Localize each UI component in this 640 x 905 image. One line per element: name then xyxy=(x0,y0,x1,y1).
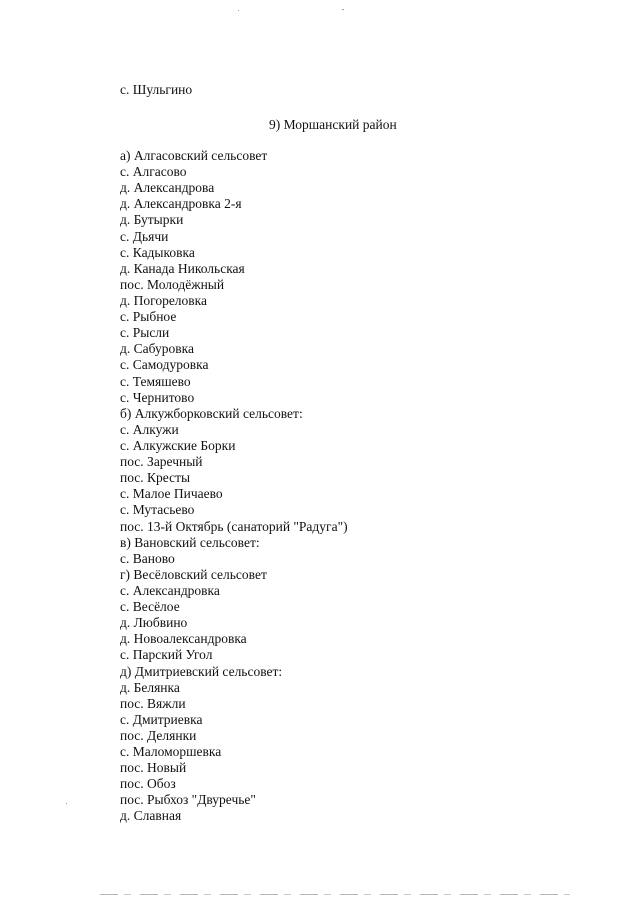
list-item: д. Канада Никольская xyxy=(120,260,245,276)
list-item: с. Парский Угол xyxy=(120,647,213,663)
settlement-list xyxy=(120,148,540,825)
list-item: с. Маломоршевка xyxy=(120,744,222,760)
scan-speck xyxy=(66,803,67,804)
list-item: в) Вановский сельсовет: xyxy=(120,534,260,550)
list-item: с. Алгасово xyxy=(120,164,187,180)
list-item: с. Рыбное xyxy=(120,309,177,325)
list-item: д. Погореловка xyxy=(120,292,208,308)
list-item: д. Любвино xyxy=(120,615,188,631)
list-item: пос. Обоз xyxy=(120,776,176,792)
scan-speck xyxy=(342,9,344,10)
list-item: с. Рысли xyxy=(120,325,170,341)
list-item: б) Алкужборковский сельсовет: xyxy=(120,405,303,421)
previous-entry-line: с. Шульгино xyxy=(120,82,193,97)
list-item: д. Александрова xyxy=(120,180,215,196)
list-item: пос. Рыбхоз "Двуречье" xyxy=(120,792,256,808)
list-item: с. Темяшево xyxy=(120,373,191,389)
list-item: пос. Молодёжный xyxy=(120,276,225,292)
list-item: с. Мутасьево xyxy=(120,502,195,518)
list-item: пос. Новый xyxy=(120,760,187,776)
list-item: с. Весёлое xyxy=(120,599,180,615)
list-item: с. Алкужские Борки xyxy=(120,437,236,453)
list-item: с. Малое Пичаево xyxy=(120,486,223,502)
list-item: с. Кадыковка xyxy=(120,244,195,260)
list-item: д. Белянка xyxy=(120,679,180,695)
list-item: пос. 13-й Октябрь (санаторий "Радуга") xyxy=(120,518,348,534)
list-item: пос. Делянки xyxy=(120,727,197,743)
list-item: д. Новоалександровка xyxy=(120,631,247,647)
list-item: пос. Заречный xyxy=(120,454,203,470)
list-item: с. Алкужи xyxy=(120,421,179,437)
scan-speck xyxy=(238,10,239,11)
list-item: с. Дьячи xyxy=(120,228,169,244)
scan-bottom-edge xyxy=(100,894,570,895)
list-item: с. Чернитово xyxy=(120,389,195,405)
list-item: а) Алгасовский сельсовет xyxy=(120,148,268,163)
list-item: д. Славная xyxy=(120,808,182,824)
list-item: с. Ваново xyxy=(120,550,175,566)
list-item: д. Сабуровка xyxy=(120,341,194,357)
list-item: с. Дмитриевка xyxy=(120,711,203,727)
list-item: пос. Кресты xyxy=(120,470,191,486)
list-item: с. Александровка xyxy=(120,582,220,598)
list-item: д. Александровка 2-я xyxy=(120,196,242,212)
list-item: д. Бутырки xyxy=(120,212,184,228)
list-item: с. Самодуровка xyxy=(120,357,209,373)
list-item: г) Весёловский сельсовет xyxy=(120,566,267,582)
list-item: пос. Вяжли xyxy=(120,695,186,711)
district-heading: 9) Моршанский район xyxy=(269,117,397,132)
list-item: д) Дмитриевский сельсовет: xyxy=(120,663,283,679)
